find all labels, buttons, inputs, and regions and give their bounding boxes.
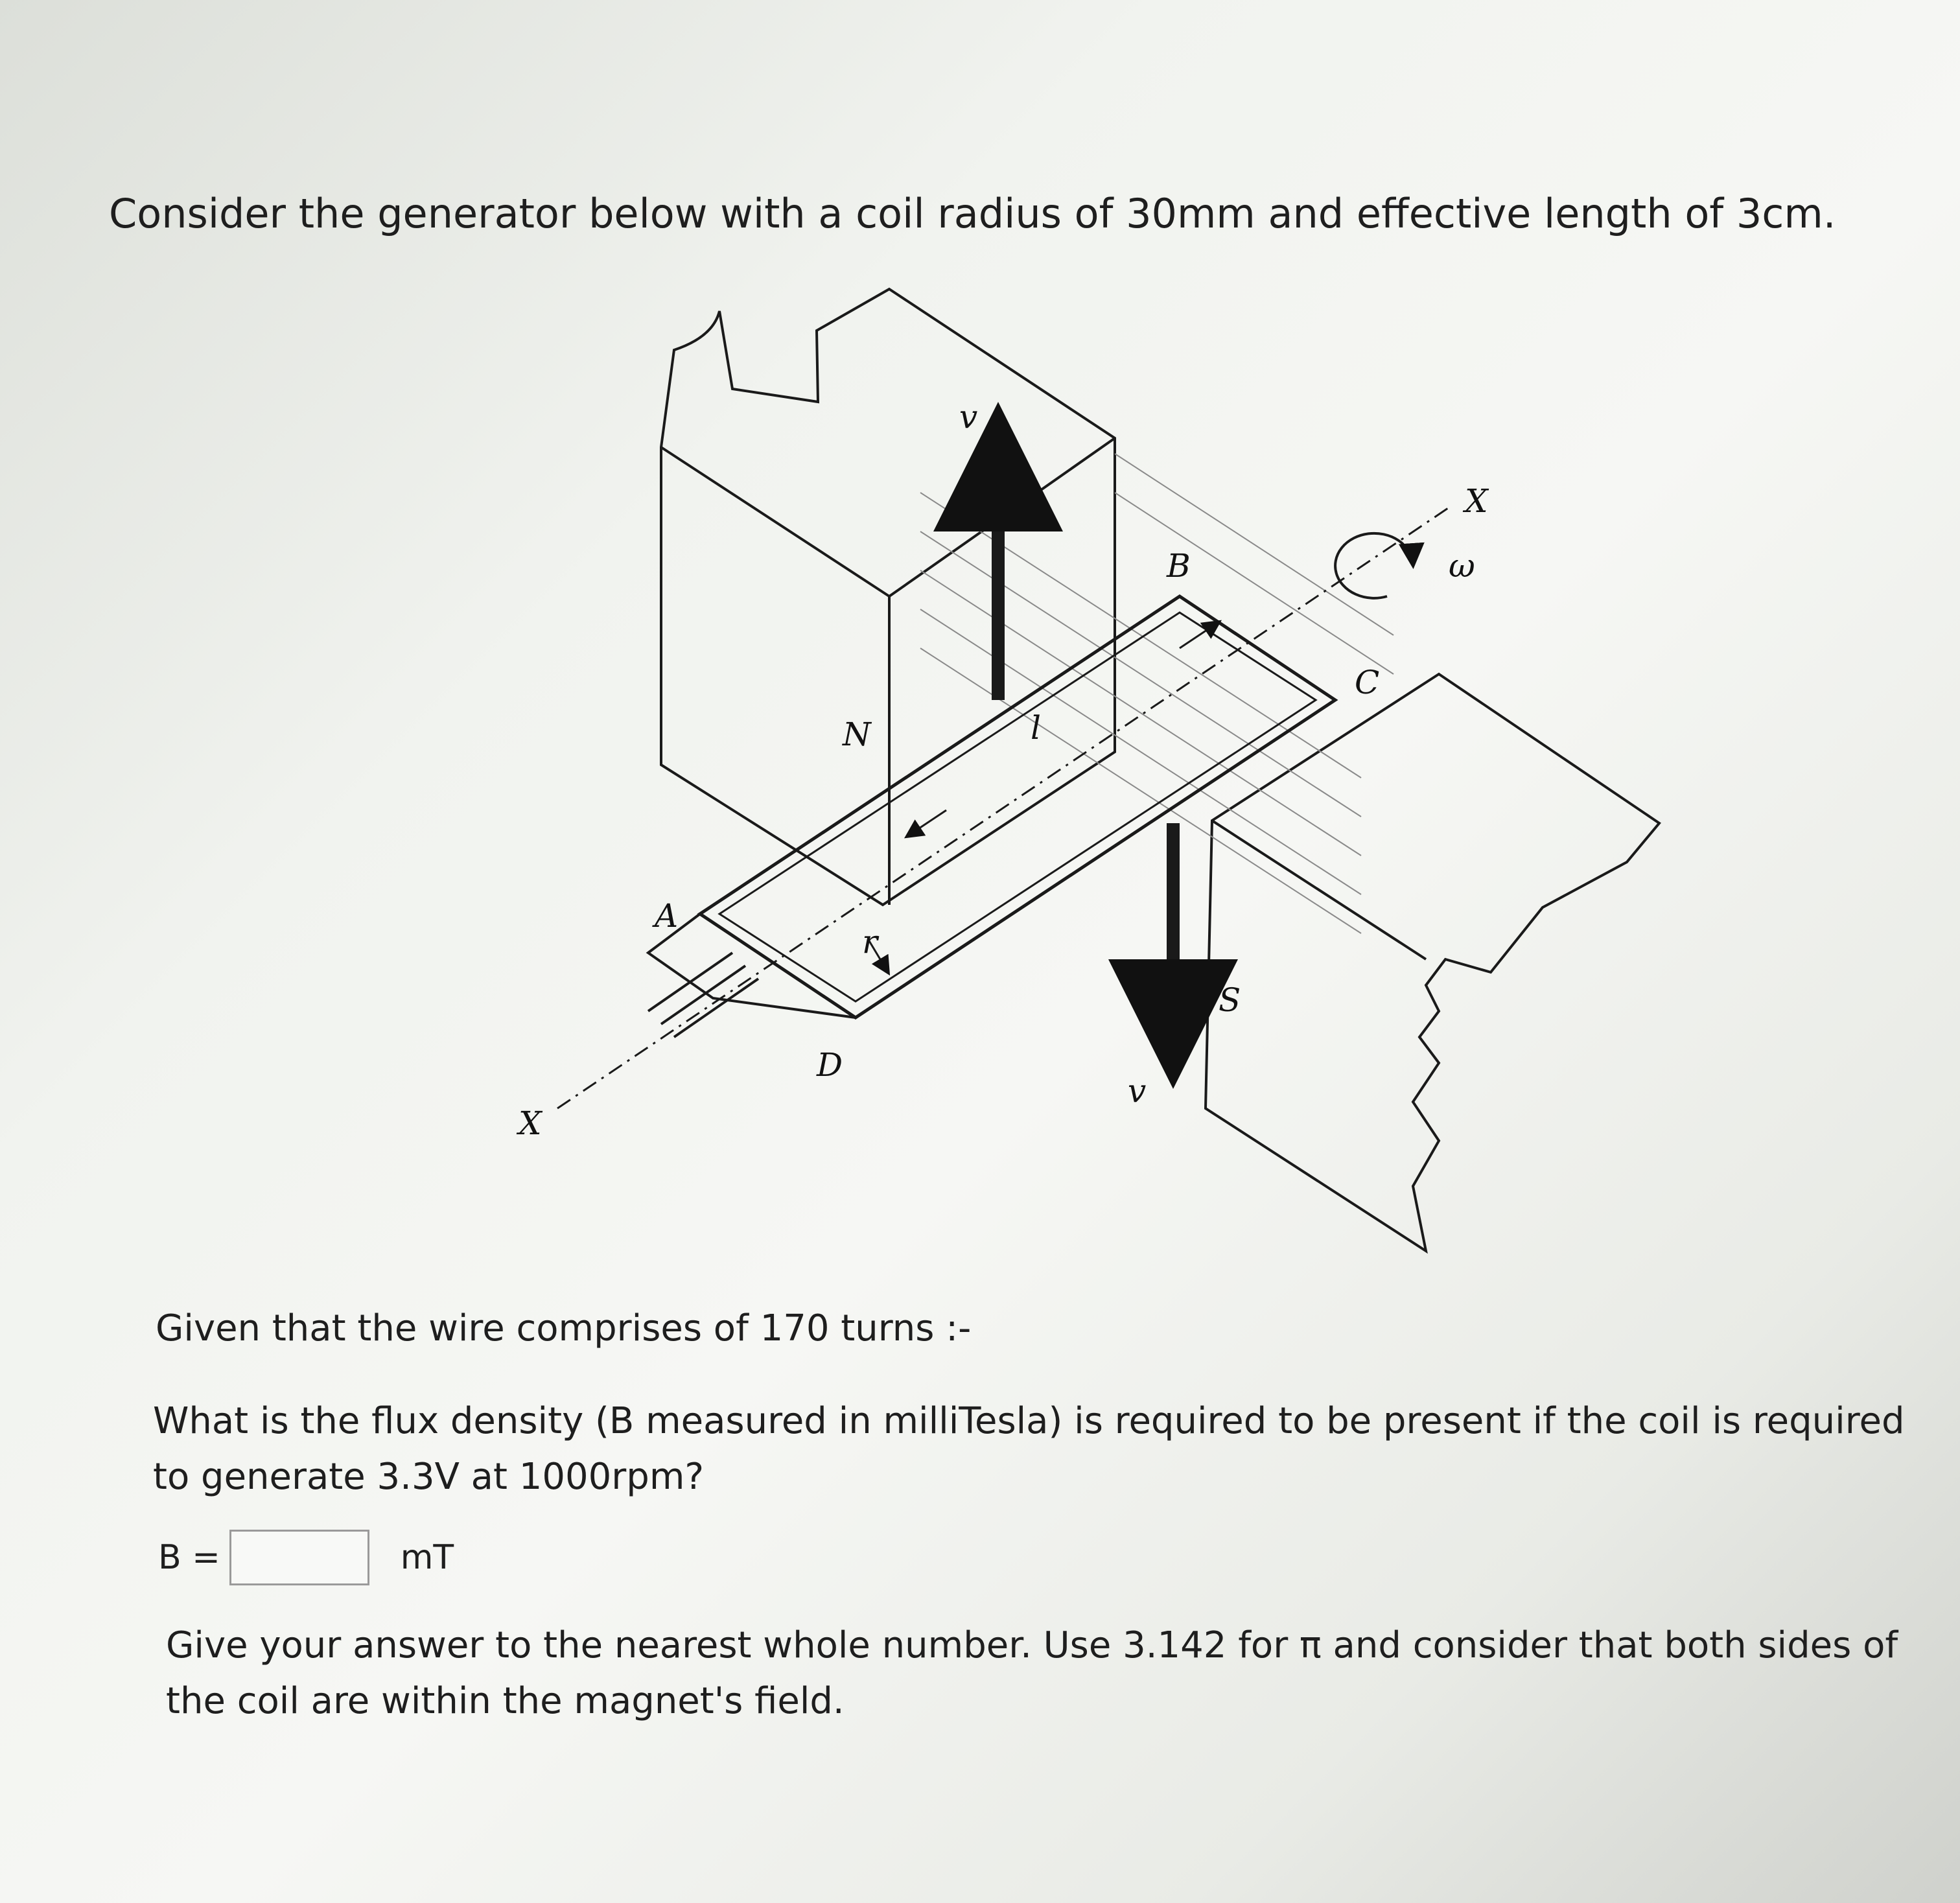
label-B: B xyxy=(1167,547,1191,585)
answer-input[interactable] xyxy=(229,1530,369,1585)
label-D: D xyxy=(817,1046,843,1084)
label-A: A xyxy=(655,897,679,935)
label-v-top: v xyxy=(959,398,978,436)
label-x-left: X xyxy=(519,1104,542,1142)
rotation-arrow xyxy=(1335,533,1413,598)
answer-label: B = xyxy=(158,1538,220,1577)
answer-row xyxy=(158,1530,454,1585)
label-S: S xyxy=(1219,981,1241,1019)
label-v-bottom: v xyxy=(1128,1072,1147,1110)
answer-note: Give your answer to the nearest whole number. Use 3.142 for π and consider that both sides of the coil are within the magnet's field. xyxy=(166,1624,1898,1722)
label-C: C xyxy=(1355,664,1380,701)
coil xyxy=(700,596,1335,1018)
given-text: Given that the wire comprises of 170 turns :- xyxy=(156,1307,972,1349)
question-intro: Consider the generator below with a coil radius of 30mm and effective length of 3cm. xyxy=(109,190,1836,237)
label-r: r xyxy=(862,923,878,961)
answer-unit: mT xyxy=(400,1538,454,1577)
label-x-right: X xyxy=(1465,482,1488,520)
question-prompt: What is the flux density (B measured in milliTesla) is required to be present if the coil is required to generate 3.3V at 1000rpm? xyxy=(153,1400,1905,1498)
label-omega: ω xyxy=(1449,547,1475,585)
label-N: N xyxy=(843,716,871,753)
label-l: l xyxy=(1031,709,1041,747)
